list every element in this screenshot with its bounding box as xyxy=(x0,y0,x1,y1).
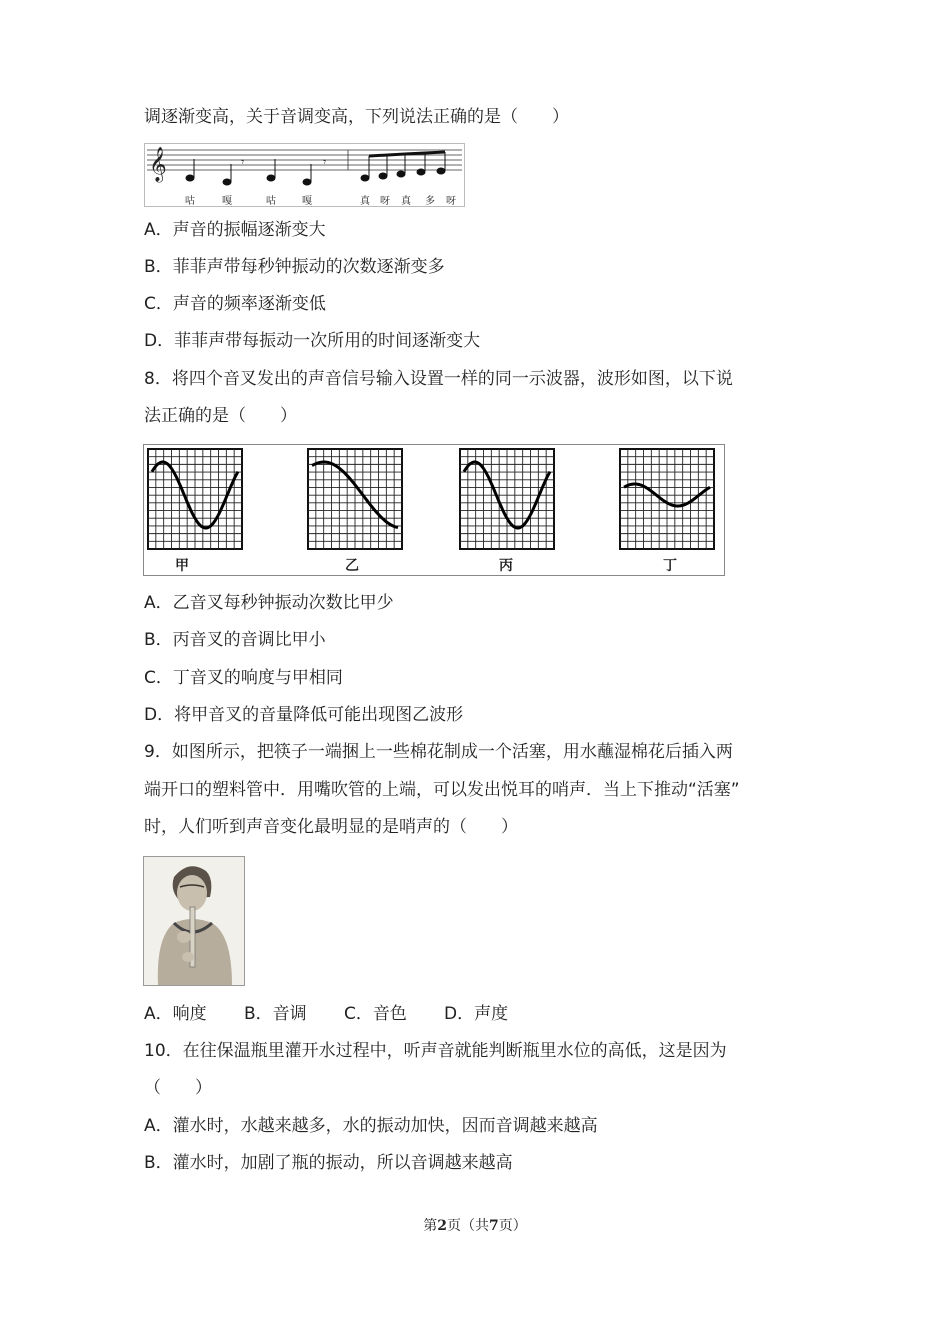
footer-total-pages: 7 xyxy=(489,1218,499,1234)
q7-option-d: D．菲菲声带每振动一次所用的时间逐渐变大 xyxy=(144,331,481,351)
wave-label-ding: 丁 xyxy=(663,558,677,574)
person-blowing-tube-figure xyxy=(143,856,245,986)
q9-stem-line-3: 时，人们听到声音变化最明显的是哨声的（ ） xyxy=(144,817,518,837)
q7-option-a: A．声音的振幅逐渐变大 xyxy=(144,220,326,240)
q10-option-b: B．灌水时，加剧了瓶的振动，所以音调越来越高 xyxy=(144,1153,513,1173)
q9-option-a: A．响度 xyxy=(144,1004,207,1024)
q9-stem-line-2: 端开口的塑料管中．用嘴吹管的上端，可以发出悦耳的哨声．当上下推动“活塞” xyxy=(144,780,740,800)
page-footer xyxy=(0,1215,950,1235)
q7-option-b: B．菲菲声带每秒钟振动的次数逐渐变多 xyxy=(144,257,445,277)
lyric-7: 真 xyxy=(401,196,411,207)
q7-option-c: C．声音的频率逐渐变低 xyxy=(144,294,326,314)
footer-prefix: 第 xyxy=(423,1218,438,1234)
wave-panel-jia xyxy=(148,449,242,549)
q9-stem-line-1: 9．如图所示，把筷子一端捆上一些棉花制成一个活塞，用水蘸湿棉花后插入两 xyxy=(144,742,733,762)
q8-option-a: A．乙音叉每秒钟振动次数比甲少 xyxy=(144,593,394,613)
svg-text:𝄾: 𝄾 xyxy=(241,155,245,169)
footer-suffix: 页） xyxy=(498,1218,527,1234)
wave-label-bing: 丙 xyxy=(499,558,513,574)
lyric-5: 真 xyxy=(360,196,370,207)
wave-panel-ding xyxy=(620,449,714,549)
lyric-1: 咕 xyxy=(185,196,195,207)
lyric-2: 嘎 xyxy=(222,196,232,207)
lyric-6: 呀 xyxy=(380,196,390,207)
q9-option-b: B．音调 xyxy=(244,1004,307,1024)
footer-page-number: 2 xyxy=(437,1218,447,1234)
q7-stem-tail: 调逐渐变高，关于音调变高，下列说法正确的是（ ） xyxy=(144,107,569,127)
music-score-figure xyxy=(144,143,465,207)
lyric-8: 多 xyxy=(425,196,435,207)
q8-stem-line-1: 8．将四个音叉发出的声音信号输入设置一样的同一示波器，波形如图，以下说 xyxy=(144,369,733,389)
wave-panel-bing xyxy=(460,449,554,549)
person-illustration xyxy=(144,857,244,985)
footer-mid: 页（共 xyxy=(447,1218,489,1234)
q8-stem-line-2: 法正确的是（ ） xyxy=(144,406,297,426)
treble-clef-icon: 𝄞 xyxy=(149,147,167,182)
q10-option-a: A．灌水时，水越来越多，水的振动加快，因而音调越来越高 xyxy=(144,1116,598,1136)
q9-option-c: C．音色 xyxy=(344,1004,407,1024)
q10-stem-line-1: 10．在往保温瓶里灌开水过程中，听声音就能判断瓶里水位的高低，这是因为 xyxy=(144,1041,727,1061)
q8-option-d: D．将甲音叉的音量降低可能出现图乙波形 xyxy=(144,705,464,725)
oscilloscope-waveforms-figure xyxy=(143,444,725,576)
wave-label-yi: 乙 xyxy=(345,558,359,574)
lyric-3: 咕 xyxy=(266,196,276,207)
q10-stem-line-2: （ ） xyxy=(144,1078,212,1098)
waveform-panels xyxy=(144,445,724,575)
lyric-4: 嘎 xyxy=(302,196,312,207)
q8-option-c: C．丁音叉的响度与甲相同 xyxy=(144,668,343,688)
wave-label-jia: 甲 xyxy=(175,558,189,574)
q8-option-b: B．丙音叉的音调比甲小 xyxy=(144,630,326,650)
svg-text:𝄾: 𝄾 xyxy=(323,155,327,169)
q9-option-d: D．声度 xyxy=(444,1004,509,1024)
wave-panel-yi xyxy=(308,449,402,549)
lyric-9: 呀 xyxy=(446,196,456,207)
